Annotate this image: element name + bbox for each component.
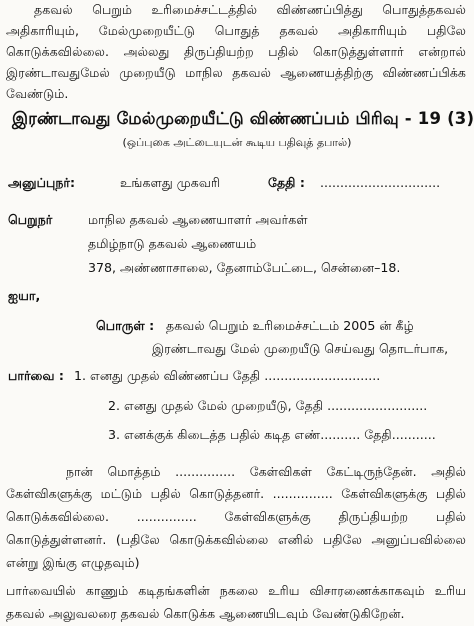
intro-line: அதிகாரியும், மேல்முறையீட்டு பொதுத் தகவல் அதிகாரியும் பதிலே [6, 23, 466, 38]
sender-label: அனுப்புநர்: [8, 175, 76, 190]
date-dots: .............................. [320, 175, 441, 190]
recipient-line: மாநில தகவல் ஆணையாளர் அவர்கள் [88, 212, 308, 227]
form-subtitle: (ஒப்புகை அட்டையுடன் கூடிய பதிவுத் தபால்) [122, 136, 352, 149]
reference-item: 1. எனது முதல் விண்ணப்ப தேதி ............................. [74, 368, 381, 383]
recipient-line: தமிழ்நாடு தகவல் ஆணையம் [88, 236, 257, 251]
subject-line: இரண்டாவது மேல் முறையீடு செய்வது தொடர்பாக, [152, 341, 449, 356]
body-line: என்று இங்கு எழுதவும்) [6, 555, 140, 570]
recipient-line: 378, அண்ணாசாலை, தேனாம்பேட்டை, சென்னை–18. [88, 260, 401, 275]
recipient-label: பெறுநர் [8, 212, 53, 227]
date-label: தேதி : [268, 175, 305, 190]
subject-line: தகவல் பெறும் உரிமைச்சட்டம் 2005 ன் கீழ் [166, 318, 414, 333]
body-line: கேள்விகளுக்கு மட்டும் பதில் கொடுத்தனர். ............... கேள்விகளுக்கு பதில் [6, 486, 466, 501]
body-line: கொடுத்துள்ளனர். (பதிலே கொடுக்கவில்லை எனில் பதிலே அனுப்பவில்லை [6, 532, 466, 547]
closing-line: பார்வையில் காணும் கடிதங்களின் நகலை உரிய விசாரணைக்காகவும் உரிய [6, 583, 466, 598]
reference-label: பார்வை : [8, 368, 64, 383]
closing-line: தகவல் அலுவலரை தகவல் கொடுக்க ஆணையிடவும் வேண்டுகிறேன். [6, 606, 405, 621]
body-line: நான் மொத்தம் ............... கேள்விகள் கேட்டிருந்தேன். அதில் [66, 464, 466, 479]
body-line: கொடுக்கவில்லை. ............... கேள்விகளுக்கு திருப்தியற்ற பதில் [6, 509, 466, 524]
sender-value: உங்களது முகவரி [120, 175, 220, 190]
reference-item: 2. எனது முதல் மேல் முறையீடு, தேதி ......................... [108, 398, 428, 413]
reference-item: 3. எனக்குக் கிடைத்த பதில் கடித எண்.......... தேதி........... [108, 427, 436, 442]
form-title: இரண்டாவது மேல்முறையீட்டு விண்ணப்பம் பிரிவு - 19 (3) [12, 109, 474, 128]
subject-label: பொருள் : [96, 318, 155, 333]
salutation: ஐயா, [8, 288, 41, 303]
intro-line: இரண்டாவதுமேல் முறையீடு மாநில தகவல் ஆணையத்திற்கு விண்ணப்பிக்க [6, 65, 466, 80]
intro-line: வேண்டும். [6, 86, 69, 101]
intro-line: தகவல் பெறும் உரிமைச்சட்டத்தில் விண்ணப்பித்து பொதுத்தகவல் [34, 2, 466, 17]
intro-line: கொடுக்கவில்லை. அல்லது திருப்தியற்ற பதில் கொடுத்துள்ளார் என்றால் [6, 44, 466, 59]
